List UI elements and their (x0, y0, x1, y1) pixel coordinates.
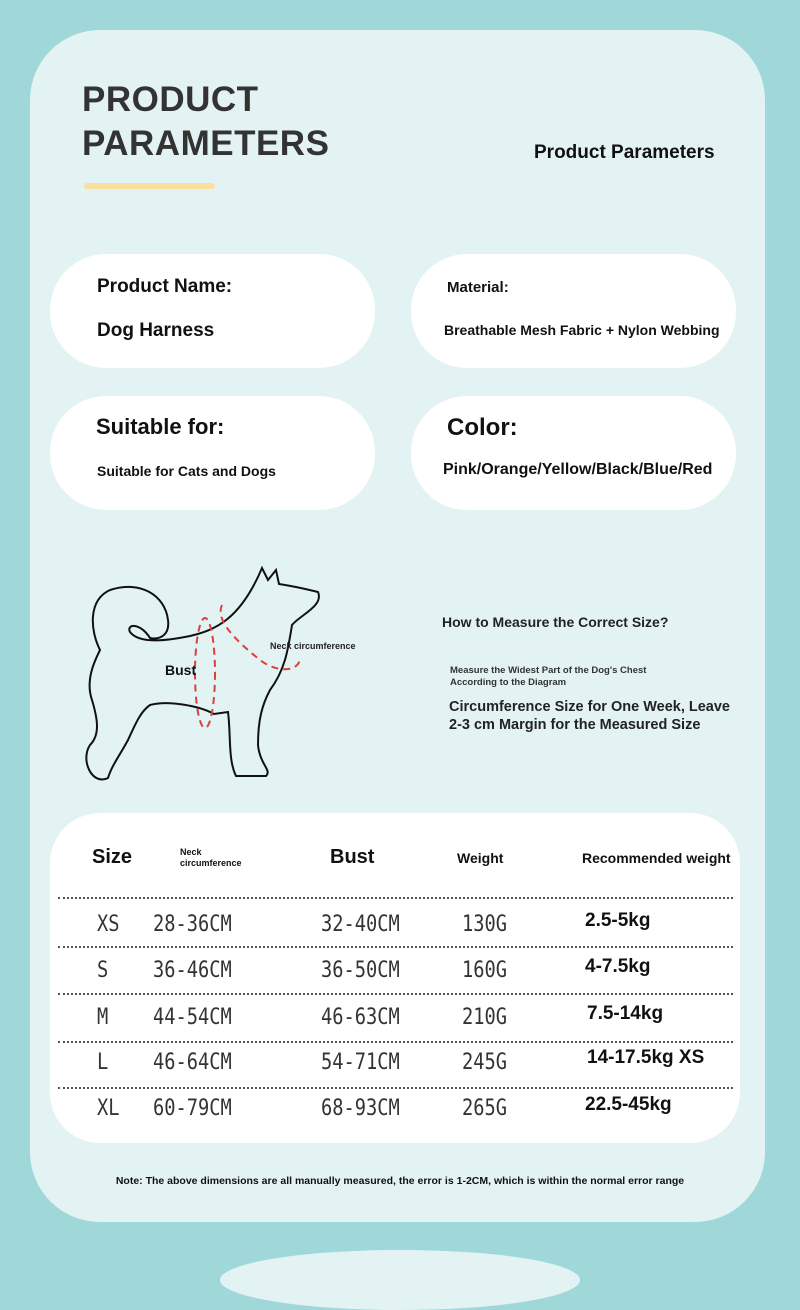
dog-outline (86, 568, 319, 779)
bust-label: Bust (165, 662, 197, 678)
header-recommended: Recommended weight (582, 850, 731, 866)
cell-neck: 46-64CM (153, 1050, 232, 1075)
cell-recommended: 2.5-5kg (585, 910, 651, 931)
row-divider (58, 946, 733, 948)
param-value: Suitable for Cats and Dogs (97, 463, 276, 479)
param-label: Material: (447, 279, 509, 296)
page-title: PRODUCT PARAMETERS (82, 80, 330, 163)
measure-instructions: Measure the Widest Part of the Dog's Chest According to the Diagram (450, 665, 647, 688)
cell-weight: 130G (462, 912, 508, 937)
cell-bust: 32-40CM (321, 912, 400, 937)
param-label: Color: (447, 414, 518, 441)
cell-recommended: 22.5-45kg (585, 1094, 672, 1115)
cell-neck: 36-46CM (153, 958, 232, 983)
cell-recommended: 7.5-14kg (587, 1003, 664, 1024)
measure-margin-note: Circumference Size for One Week, Leave 2-3 cm Margin for the Measured Size (449, 699, 730, 733)
cell-size: M (97, 1005, 109, 1030)
footnote: Note: The above dimensions are all manually measured, the error is 1-2CM, which is within the normal error range (115, 1175, 685, 1187)
bottom-decoration (220, 1250, 580, 1310)
row-divider (58, 1087, 733, 1089)
measure-heading: How to Measure the Correct Size? (442, 614, 669, 630)
cell-recommended: 14-17.5kg XS (587, 1047, 705, 1068)
cell-neck: 28-36CM (153, 912, 232, 937)
cell-weight: 160G (462, 958, 508, 983)
cell-size: XL (97, 1096, 120, 1121)
row-divider (58, 1041, 733, 1043)
cell-neck: 60-79CM (153, 1096, 232, 1121)
cell-bust: 46-63CM (321, 1005, 400, 1030)
header-neck: Neck circumference (180, 847, 242, 868)
row-divider (58, 897, 733, 899)
cell-bust: 36-50CM (321, 958, 400, 983)
cell-size: L (97, 1050, 109, 1075)
cell-bust: 68-93CM (321, 1096, 400, 1121)
param-label: Product Name: (97, 276, 233, 297)
cell-recommended: 4-7.5kg (585, 956, 651, 977)
param-label: Suitable for: (96, 414, 225, 439)
neck-label: Neck circumference (270, 641, 356, 651)
param-value: Pink/Orange/Yellow/Black/Blue/Red (443, 461, 713, 478)
param-value: Dog Harness (97, 320, 215, 341)
header-bust: Bust (330, 846, 375, 868)
param-value: Breathable Mesh Fabric + Nylon Webbing (444, 322, 720, 338)
cell-size: XS (97, 912, 120, 937)
subtitle: Product Parameters (534, 142, 715, 163)
cell-size: S (97, 958, 109, 983)
cell-weight: 210G (462, 1005, 508, 1030)
header-size: Size (92, 846, 133, 868)
header-weight: Weight (457, 850, 504, 866)
row-divider (58, 993, 733, 995)
cell-bust: 54-71CM (321, 1050, 400, 1075)
cell-weight: 245G (462, 1050, 508, 1075)
cell-weight: 265G (462, 1096, 508, 1121)
cell-neck: 44-54CM (153, 1005, 232, 1030)
